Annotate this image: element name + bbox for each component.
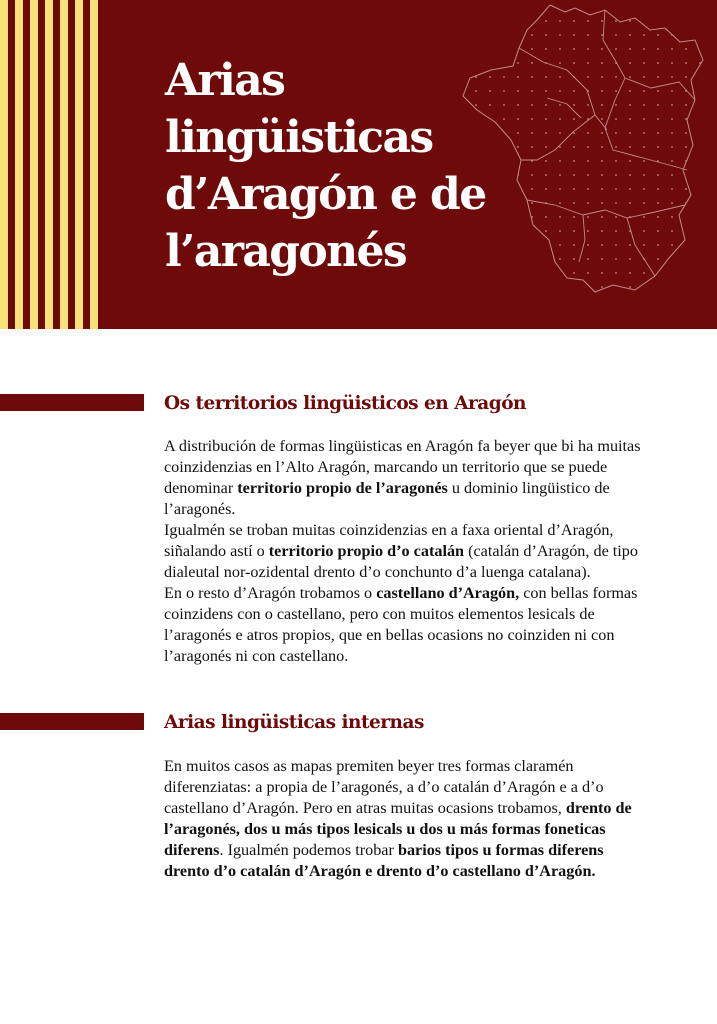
- paragraph-text: En muitos casos as mapas premiten beyer tres formas claramén diferenziatas: a propia de l’aragonés, a d’o catalán d’Aragón e a d’o castellano d’Aragón. Pero en atras muitas ocasions trobamos,: [164, 757, 604, 817]
- aragon-map-icon: [455, 0, 717, 295]
- title-line: lingüisticas: [165, 112, 433, 163]
- section-title-territorios: Os territorios lingüisticos en Aragón: [164, 393, 527, 414]
- section-body-arias-internas: [164, 756, 644, 882]
- title-line: d’Aragón e de: [165, 169, 486, 220]
- section-title-arias-internas: Arias lingüisticas internas: [164, 712, 424, 733]
- paragraph-text: Igualmén se troban muitas coinzidenzias en a faxa oriental d’Aragón, siñalando astí o: [164, 521, 614, 560]
- title-line: Arias: [165, 55, 285, 106]
- emphasis-text: castellano d’Aragón,: [376, 584, 520, 602]
- paragraph-text: (catalán d’Aragón, de tipo dialeutal nor-ozidental drento d’o conchunto d’a luenga catalana).: [164, 542, 638, 581]
- stripes-decoration: [0, 0, 98, 329]
- title-line: l’aragonés: [165, 226, 407, 277]
- section-bar: [0, 394, 144, 411]
- paragraph-text: u dominio lingüistico de l’aragonés.: [164, 479, 610, 518]
- emphasis-text: barios tipos u formas diferens drento d’o catalán d’Aragón e drento d’o castellano d’Aragón.: [164, 841, 604, 880]
- page-title: [165, 52, 486, 280]
- section-body-territorios: [164, 436, 644, 667]
- paragraph-text: En o resto d’Aragón trobamos o: [164, 584, 377, 602]
- emphasis-text: territorio propio de l’aragonés: [237, 479, 448, 497]
- emphasis-text: drento de l’aragonés, dos u más tipos lesicals u dos u más formas foneticas diferens: [164, 799, 632, 859]
- emphasis-text: territorio propio d’o catalán: [268, 542, 465, 560]
- section-bar: [0, 713, 144, 730]
- header-banner: [0, 0, 717, 329]
- paragraph-text: . Igualmén podemos trobar: [219, 841, 398, 859]
- paragraph-text: con bellas formas coinzidens con o castellano, pero con muitos elementos lesicals de l’aragonés e atros propios, que en bellas ocasions no coinziden ni con l’aragonés ni con castellano.: [164, 584, 638, 665]
- paragraph-text: A distribución de formas lingüisticas en Aragón fa beyer que bi ha muitas coinzidenzias en l’Alto Aragón, marcando un territorio que se puede denominar: [164, 437, 641, 497]
